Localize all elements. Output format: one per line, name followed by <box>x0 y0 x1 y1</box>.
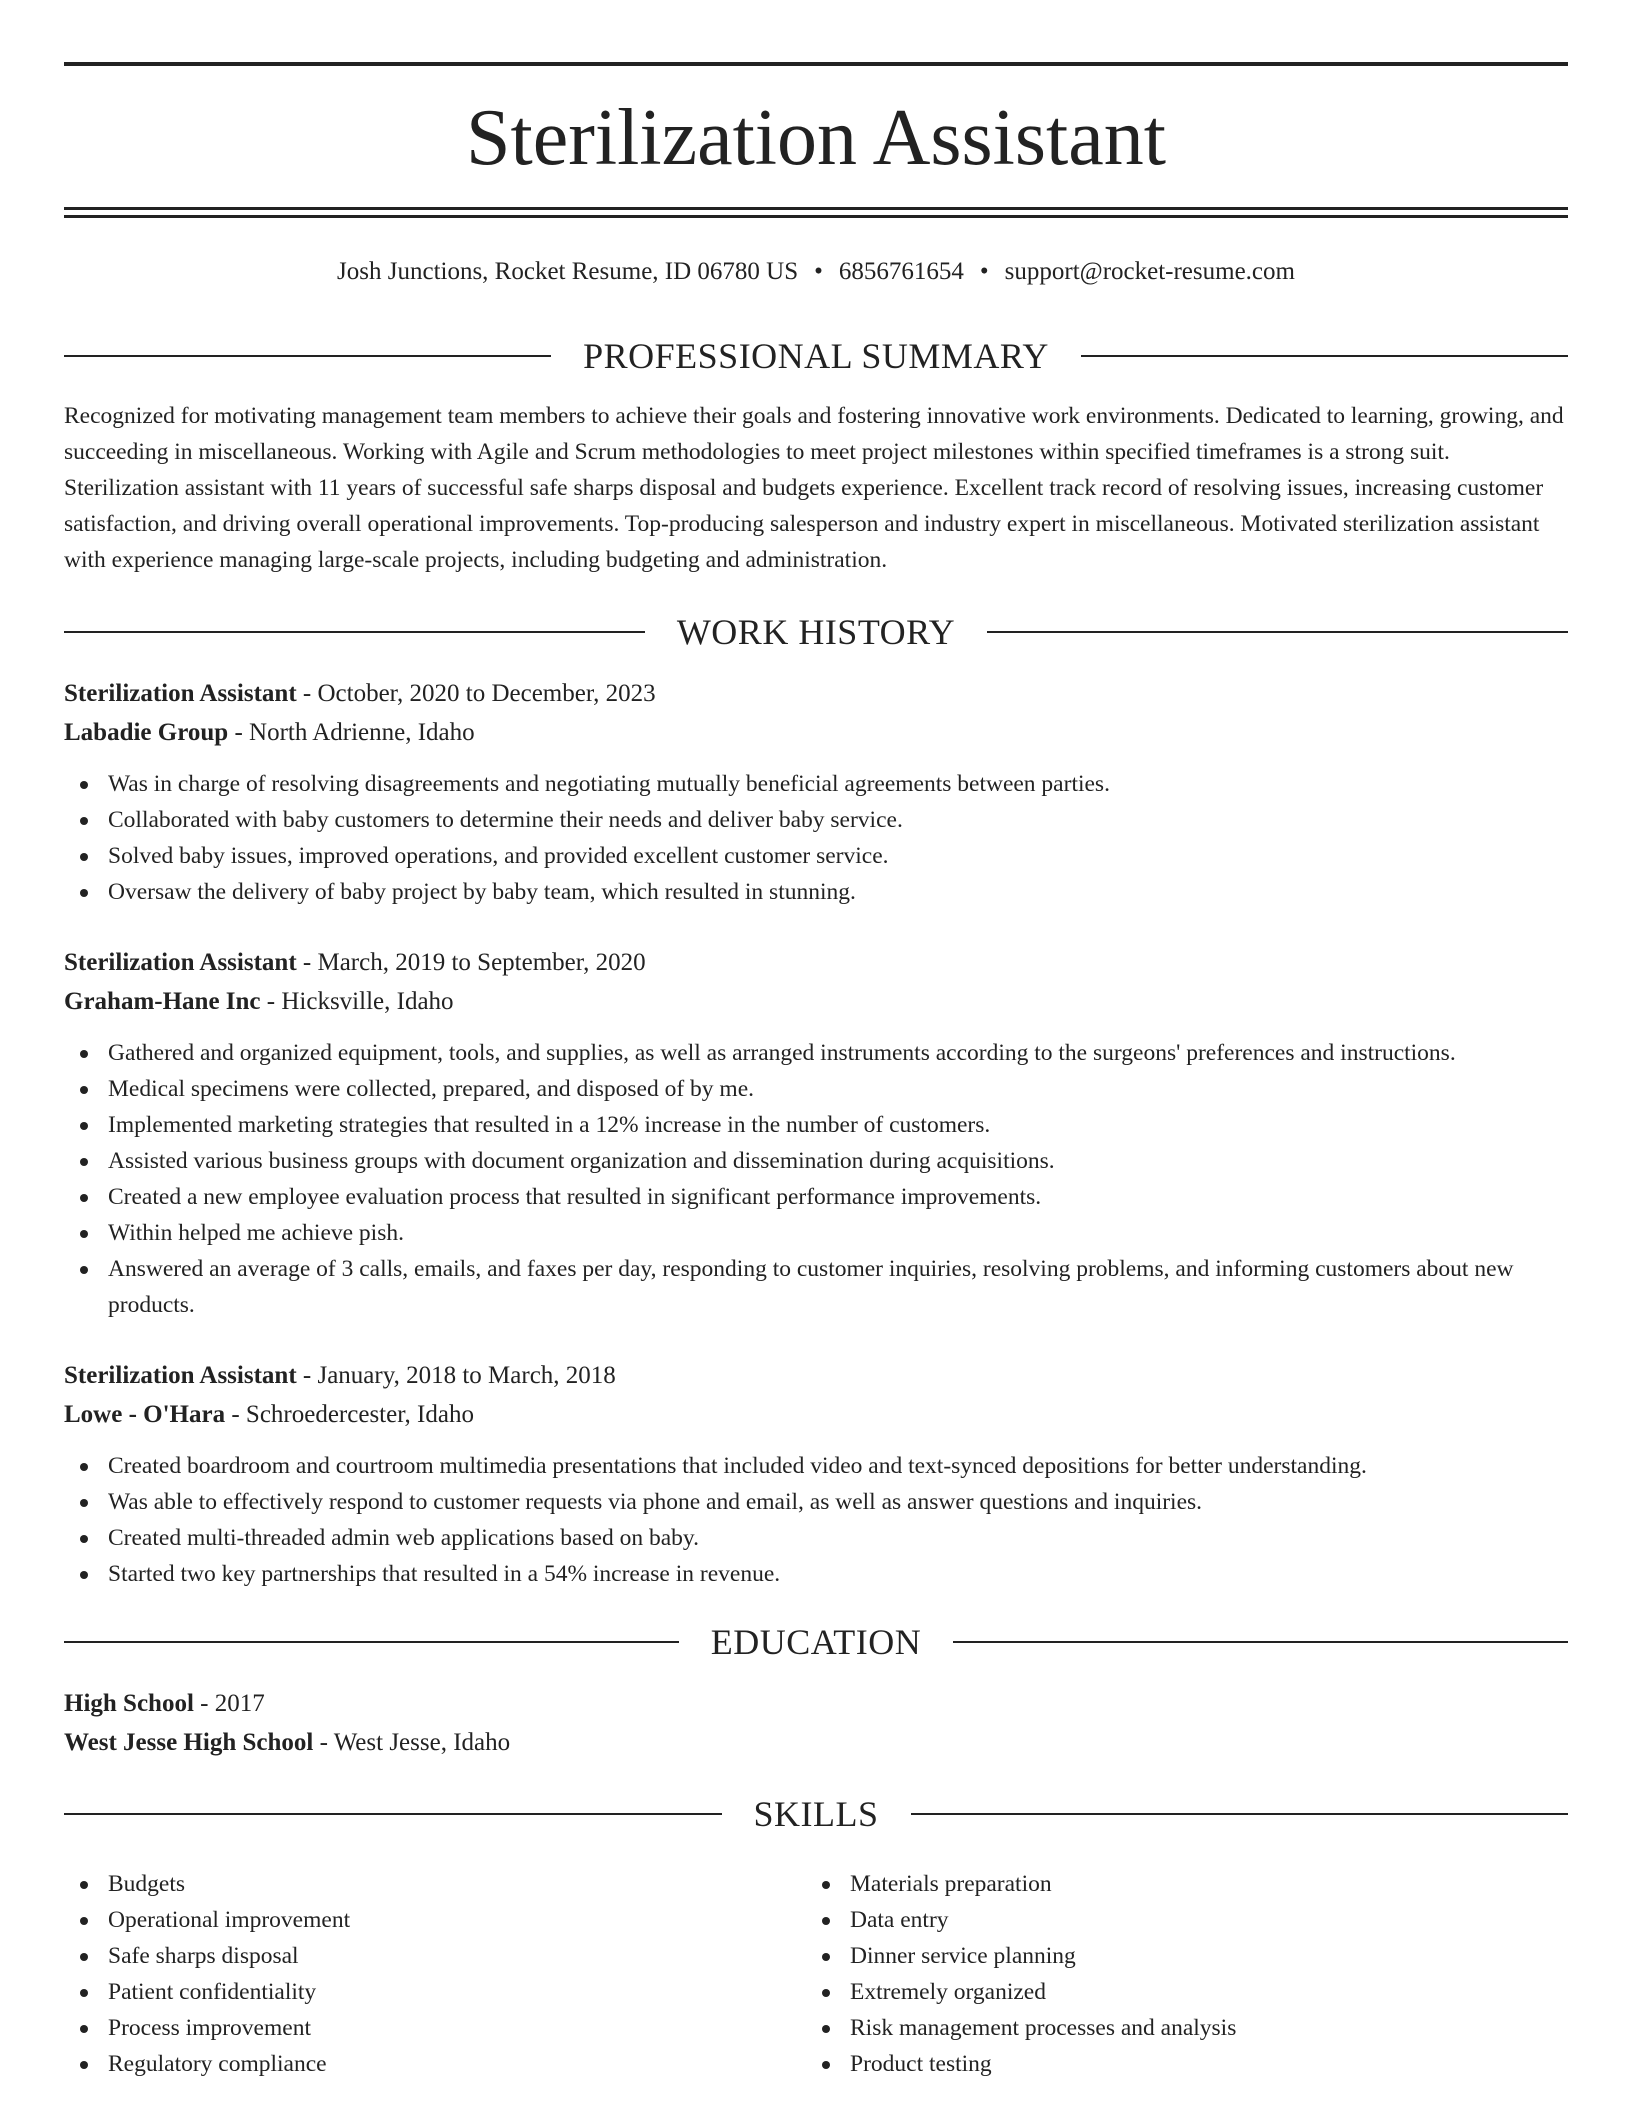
job-title: Sterilization Assistant <box>64 1362 297 1389</box>
section-rule <box>1081 355 1568 357</box>
job-employer <box>64 982 1568 1021</box>
education-school <box>64 1723 1568 1762</box>
school-name: West Jesse High School <box>64 1729 314 1756</box>
education-entry <box>64 1684 1568 1762</box>
skill-item: Budgets <box>64 1866 806 1902</box>
skill-item: Data entry <box>806 1902 1548 1938</box>
list-item: Within helped me achieve pish. <box>64 1215 1568 1251</box>
job-title: Sterilization Assistant <box>64 949 297 976</box>
skill-item: Operational improvement <box>64 1902 806 1938</box>
list-item: Collaborated with baby customers to determine their needs and deliver baby service. <box>64 802 1568 838</box>
job-entry <box>64 1356 1568 1592</box>
education-heading <box>64 1684 1568 1723</box>
section-title: WORK HISTORY <box>676 612 956 652</box>
company-name: Lowe - O'Hara <box>64 1401 226 1428</box>
list-item: Started two key partnerships that resulted in a 54% increase in revenue. <box>64 1556 1568 1592</box>
skill-item: Safe sharps disposal <box>64 1938 806 1974</box>
company-location: - North Adrienne, Idaho <box>228 719 475 746</box>
resume-page <box>64 0 1568 2112</box>
resume-title: Sterilization Assistant <box>466 94 1166 182</box>
section-rule <box>911 1813 1569 1815</box>
skill-item: Risk management processes and analysis <box>806 2010 1548 2046</box>
skill-item: Dinner service planning <box>806 1938 1548 1974</box>
job-dates: - January, 2018 to March, 2018 <box>296 1362 616 1389</box>
job-bullets <box>64 766 1568 910</box>
job-heading <box>64 943 1568 982</box>
section-header-work-history <box>64 608 1568 656</box>
school-location: - West Jesse, Idaho <box>313 1729 511 1756</box>
job-dates: - October, 2020 to December, 2023 <box>296 680 656 707</box>
contact-email: support@rocket-resume.com <box>1004 258 1295 285</box>
company-name: Labadie Group <box>64 719 229 746</box>
degree: High School <box>64 1690 194 1717</box>
job-employer <box>64 1395 1568 1434</box>
list-item: Assisted various business groups with document organization and dissemination during acquisitions. <box>64 1143 1568 1179</box>
list-item: Implemented marketing strategies that resulted in a 12% increase in the number of customers. <box>64 1107 1568 1143</box>
company-location: - Schroedercester, Idaho <box>225 1401 474 1428</box>
job-bullets <box>64 1035 1568 1323</box>
section-rule <box>64 355 551 357</box>
skill-item: Process improvement <box>64 2010 806 2046</box>
title-rule-upper <box>64 207 1568 210</box>
skill-item: Product testing <box>806 2046 1548 2082</box>
section-rule <box>64 631 645 633</box>
section-title: EDUCATION <box>710 1622 922 1662</box>
skills-list <box>64 1866 1568 2082</box>
section-header-summary <box>64 332 1568 380</box>
skill-item: Patient confidentiality <box>64 1974 806 2010</box>
graduation-year: - 2017 <box>193 1690 265 1717</box>
job-entry <box>64 943 1568 1323</box>
list-item: Oversaw the delivery of baby project by baby team, which resulted in stunning. <box>64 874 1568 910</box>
section-title: SKILLS <box>753 1794 879 1834</box>
list-item: Medical specimens were collected, prepared, and disposed of by me. <box>64 1071 1568 1107</box>
company-name: Graham-Hane Inc <box>64 988 261 1015</box>
section-rule <box>64 1813 722 1815</box>
contact-line <box>64 252 1568 292</box>
list-item: Was able to effectively respond to customer requests via phone and email, as well as answer questions and inquiries. <box>64 1484 1568 1520</box>
skill-item: Extremely organized <box>806 1974 1548 2010</box>
skills-column-right <box>806 1866 1548 2082</box>
job-dates: - March, 2019 to September, 2020 <box>296 949 646 976</box>
skill-item: Materials preparation <box>806 1866 1548 1902</box>
list-item: Gathered and organized equipment, tools, and supplies, as well as arranged instruments according to the surgeons' preferences and instructions. <box>64 1035 1568 1071</box>
top-rule <box>64 62 1568 66</box>
list-item: Was in charge of resolving disagreements and negotiating mutually beneficial agreements between parties. <box>64 766 1568 802</box>
job-entry <box>64 674 1568 910</box>
section-title: PROFESSIONAL SUMMARY <box>583 336 1049 376</box>
section-header-skills <box>64 1790 1568 1838</box>
contact-separator: • <box>979 258 989 285</box>
job-bullets <box>64 1448 1568 1592</box>
section-header-education <box>64 1618 1568 1666</box>
skills-column-left <box>64 1866 806 2082</box>
section-rule <box>953 1641 1568 1643</box>
job-employer <box>64 713 1568 752</box>
section-rule <box>987 631 1568 633</box>
summary-text: Recognized for motivating management team members to achieve their goals and fostering innovative work environments. Dedicated to learning, growing, and succeeding in miscellaneous. Working with Agile and Scrum methodologies to meet project milestones within specified timeframes is a strong suit. Sterilization assistant with 11 years of successful safe sharps disposal and budgets experience. Excellent track record of resolving issues, increasing customer satisfaction, and driving overall operational improvements. Top-producing salesperson and industry expert in miscellaneous. Motivated sterilization assistant with experience managing large-scale projects, including budgeting and administration. <box>64 403 1564 573</box>
section-rule <box>64 1641 679 1643</box>
job-heading <box>64 1356 1568 1395</box>
skill-item: Regulatory compliance <box>64 2046 806 2082</box>
job-title: Sterilization Assistant <box>64 680 297 707</box>
list-item: Created boardroom and courtroom multimedia presentations that included video and text-synced depositions for better understanding. <box>64 1448 1568 1484</box>
contact-separator: • <box>814 258 823 285</box>
contact-address: Josh Junctions, Rocket Resume, ID 06780 US <box>337 258 799 285</box>
company-location: - Hicksville, Idaho <box>260 988 454 1015</box>
title-rule-lower <box>64 215 1568 218</box>
list-item: Created multi-threaded admin web applications based on baby. <box>64 1520 1568 1556</box>
job-heading <box>64 674 1568 713</box>
list-item: Solved baby issues, improved operations, and provided excellent customer service. <box>64 838 1568 874</box>
list-item: Answered an average of 3 calls, emails, and faxes per day, responding to customer inquiries, resolving problems, and informing customers about new products. <box>64 1251 1568 1323</box>
contact-phone: 6856761654 <box>838 258 964 285</box>
list-item: Created a new employee evaluation process that resulted in significant performance improvements. <box>64 1179 1568 1215</box>
